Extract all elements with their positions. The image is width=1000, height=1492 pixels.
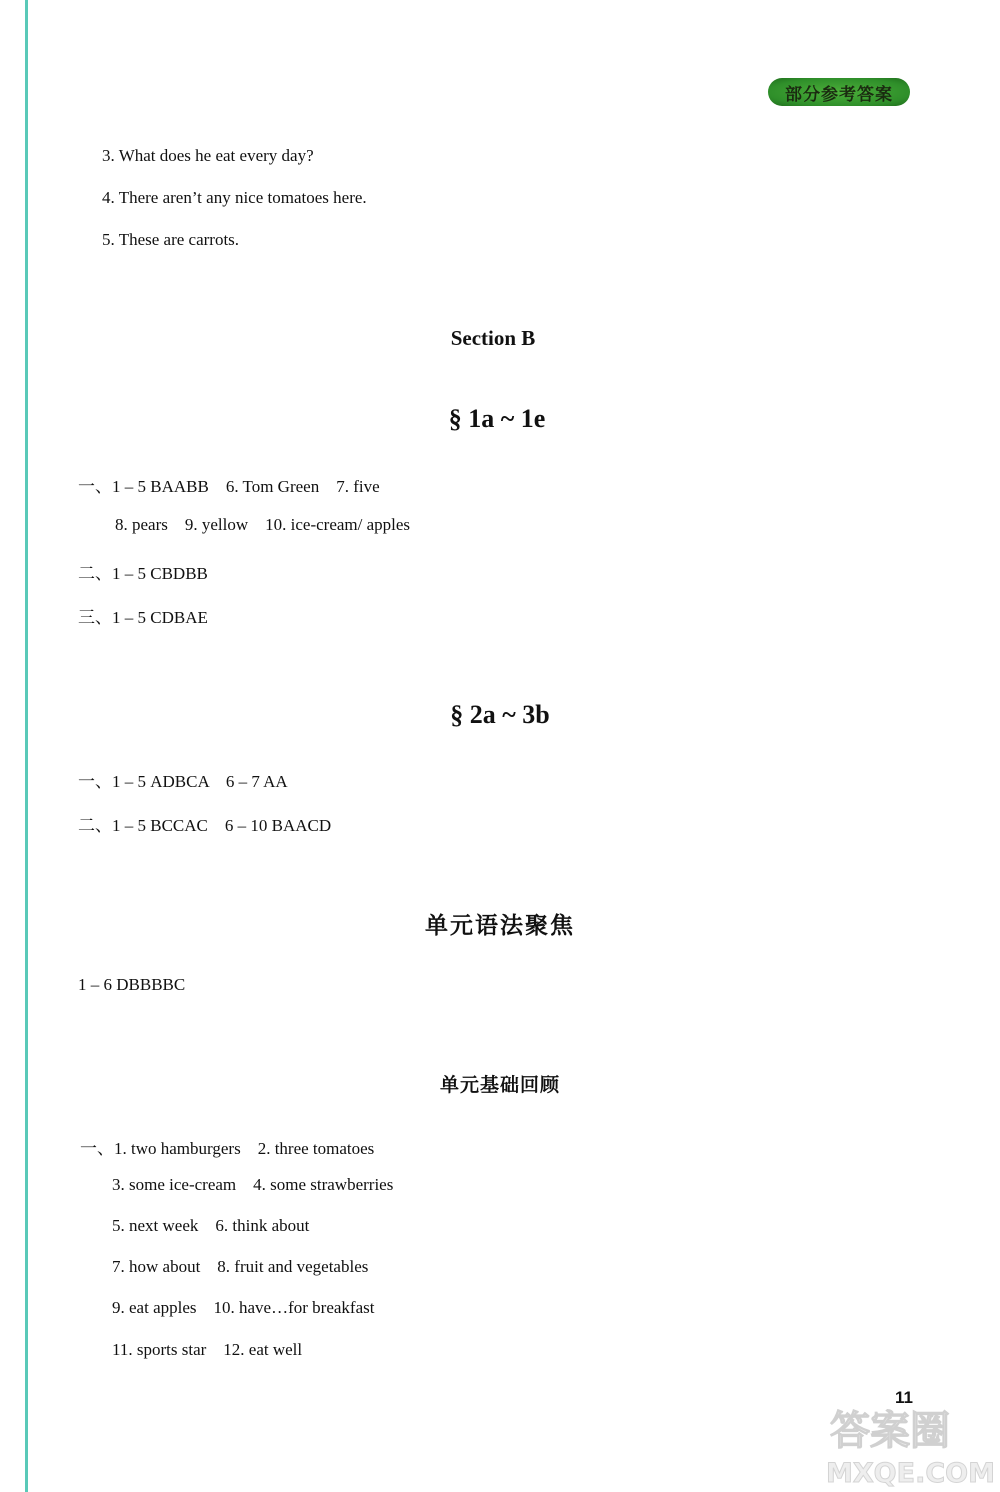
answer-line: 11. sports star 12. eat well [112, 1340, 303, 1359]
section-title: Section B [450, 326, 536, 350]
review-section-title: 单元基础回顾 [439, 1074, 560, 1096]
answer-line: 一、1 – 5 BAABB 6. Tom Green 7. five [78, 477, 380, 496]
answer-line: 二、1 – 5 CBDBB [78, 564, 208, 583]
answer-line: 3. some ice-cream 4. some strawberries [112, 1175, 394, 1194]
watermark-site-text: MXQE.COM [826, 1458, 995, 1488]
answer-line: 一、1. two hamburgers 2. three tomatoes [80, 1139, 375, 1158]
answer-line: 1 – 6 DBBBBC [78, 975, 186, 994]
answer-key-badge [768, 78, 910, 106]
answer-line: 3. What does he eat every day? [102, 146, 314, 165]
subsection-title: § 1a ~ 1e [448, 404, 546, 433]
answer-line: 8. pears 9. yellow 10. ice-cream/ apples [115, 515, 411, 534]
watermark-mark-text: 答案圈 [830, 1408, 950, 1454]
answer-line: 二、1 – 5 BCCAC 6 – 10 BAACD [78, 816, 332, 835]
answer-line: 5. These are carrots. [102, 230, 240, 249]
badge-label: 部分参考答案 [785, 84, 893, 105]
answer-line: 4. There aren’t any nice tomatoes here. [102, 188, 367, 207]
answer-line: 一、1 – 5 ADBCA 6 – 7 AA [78, 772, 288, 791]
left-margin-rule [25, 0, 28, 1492]
subsection-title: § 2a ~ 3b [450, 700, 550, 729]
page-number: 11 [895, 1388, 913, 1407]
answer-line: 7. how about 8. fruit and vegetables [112, 1257, 369, 1276]
answer-line: 5. next week 6. think about [112, 1216, 310, 1235]
answer-line: 三、1 – 5 CDBAE [78, 608, 208, 627]
grammar-section-title: 单元语法聚焦 [425, 913, 575, 939]
answer-line: 9. eat apples 10. have…for breakfast [112, 1298, 375, 1317]
site-watermark-logo [820, 1396, 995, 1488]
